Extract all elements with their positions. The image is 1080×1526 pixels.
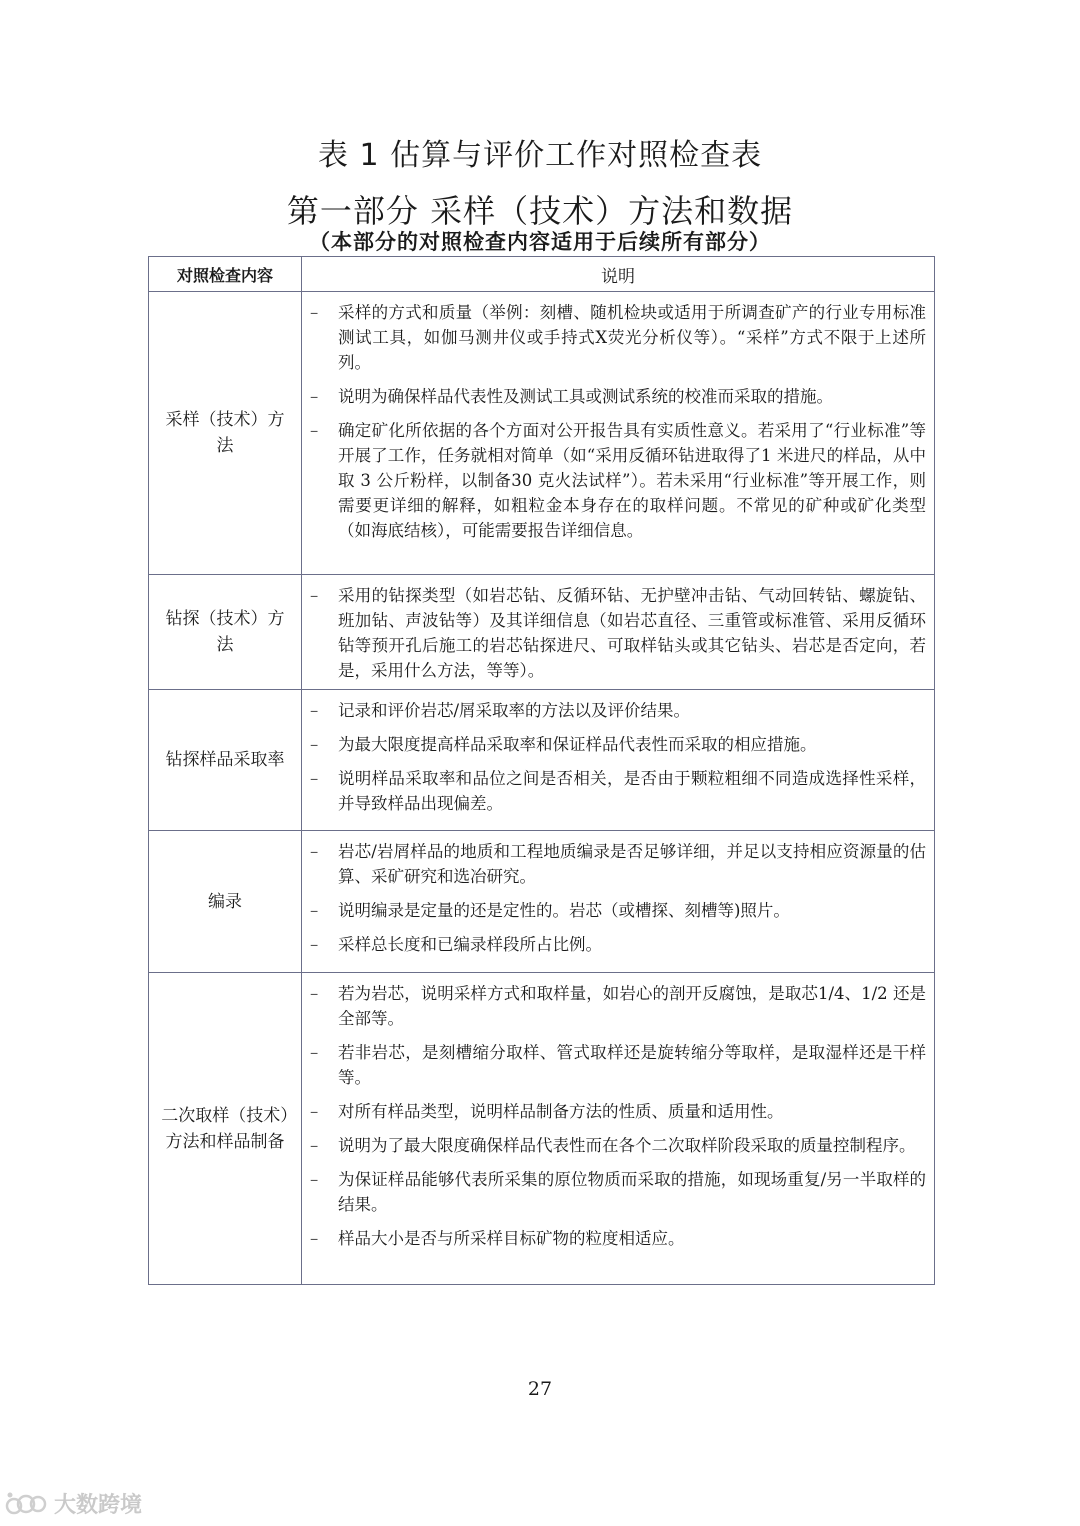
list-item <box>308 1099 926 1124</box>
watermark <box>4 1488 142 1519</box>
list-item <box>308 839 926 889</box>
table-header-row <box>149 257 935 292</box>
list-item <box>308 418 926 543</box>
dash-bullet-icon: – <box>310 842 319 861</box>
dash-bullet-icon: – <box>310 1170 319 1189</box>
item-text: 若为岩芯，说明采样方式和取样量，如岩心的剖开反腐蚀，是取芯1/4、1/2 还是全部等。 <box>338 984 926 1028</box>
table-row <box>149 690 935 831</box>
list-item <box>308 698 926 723</box>
item-text: 对所有样品类型，说明样品制备方法的性质、质量和适用性。 <box>338 1102 784 1121</box>
row-description <box>302 292 935 575</box>
list-item <box>308 583 926 683</box>
dash-bullet-icon: – <box>310 769 319 788</box>
table-title: 表 1 估算与评价工作对照检查表 <box>317 138 763 173</box>
header-description: 说明 <box>302 257 935 292</box>
list-item <box>308 1167 926 1217</box>
dash-bullet-icon: – <box>310 586 319 605</box>
item-text: 为保证样品能够代表所采集的原位物质而采取的措施，如现场重复/另一半取样的结果。 <box>338 1170 926 1214</box>
list-item <box>308 1226 926 1251</box>
dash-bullet-icon: – <box>310 701 319 720</box>
list-item <box>308 384 926 409</box>
item-text: 样品大小是否与所采样目标矿物的粒度相适应。 <box>338 1229 685 1248</box>
dash-bullet-icon: – <box>310 387 319 406</box>
weibo-logo-icon <box>4 1490 48 1518</box>
list-item <box>308 1133 926 1158</box>
part-note: （本部分的对照检查内容适用于后续所有部分） <box>309 230 771 254</box>
row-label: 编录 <box>149 831 302 973</box>
table-row <box>149 973 935 1285</box>
item-text: 采样总长度和已编录样段所占比例。 <box>338 935 602 954</box>
item-text: 记录和评价岩芯/屑采取率的方法以及评价结果。 <box>338 701 691 720</box>
watermark-text: 大数跨境 <box>54 1493 143 1518</box>
dash-bullet-icon: – <box>310 421 319 440</box>
item-text: 采用的钻探类型（如岩芯钻、反循环钻、无护壁冲击钻、气动回转钻、螺旋钻、班加钻、声波钻等）及其详细信息（如岩芯直径、三重管或标准管、采用反循环钻等预开孔后施工的岩芯钻探进尺、可取样钻头或其它钻头、岩芯是否定向，若是，采用什么方法，等等）。 <box>338 586 926 680</box>
row-label: 钻探样品采取率 <box>149 690 302 831</box>
dash-bullet-icon: – <box>310 303 319 322</box>
part-title: 第一部分 采样（技术）方法和数据 <box>286 192 794 230</box>
list-item <box>308 898 926 923</box>
item-text: 若非岩芯，是刻槽缩分取样、管式取样还是旋转缩分等取样，是取湿样还是干样等。 <box>338 1043 926 1087</box>
row-description <box>302 690 935 831</box>
dash-bullet-icon: – <box>310 935 319 954</box>
item-text: 采样的方式和质量（举例：刻槽、随机检块或适用于所调查矿产的行业专用标准测试工具，如伽马测井仪或手持式X荧光分析仪等）。“采样”方式不限于上述所列。 <box>338 303 926 372</box>
page-number: 27 <box>527 1378 553 1400</box>
item-text: 岩芯/岩屑样品的地质和工程地质编录是否足够详细，并足以支持相应资源量的估算、采矿研究和选冶研究。 <box>338 842 926 886</box>
item-text: 为最大限度提高样品采取率和保证样品代表性而采取的相应措施。 <box>338 735 817 754</box>
header-check-content: 对照检查内容 <box>149 257 302 292</box>
item-text: 说明样品采取率和品位之间是否相关，是否由于颗粒粗细不同造成选择性采样，并导致样品出现偏差。 <box>338 769 926 813</box>
list-item <box>308 300 926 375</box>
row-label: 钻探（技术）方法 <box>149 575 302 690</box>
table-row <box>149 831 935 973</box>
list-item <box>308 732 926 757</box>
list-item <box>308 766 926 816</box>
item-text: 确定矿化所依据的各个方面对公开报告具有实质性意义。若采用了“行业标准”等开展了工作，任务就相对简单（如“采用反循环钻进取得了1 米进尺的样品，从中取 3 公斤粉样，以制备30 克火法试样”）。若未采用“行业标准”等开展工作，则需要更详细的解释，如粗粒金本身存在的取样问题。不常见的矿种或矿化类型（如海底结核），可能需要报告详细信息。 <box>338 421 926 540</box>
row-description <box>302 831 935 973</box>
dash-bullet-icon: – <box>310 984 319 1003</box>
list-item <box>308 1040 926 1090</box>
item-text: 说明编录是定量的还是定性的。岩芯（或槽探、刻槽等)照片。 <box>338 901 790 920</box>
list-item <box>308 932 926 957</box>
table-row <box>149 575 935 690</box>
dash-bullet-icon: – <box>310 1102 319 1121</box>
list-item <box>308 981 926 1031</box>
dash-bullet-icon: – <box>310 1043 319 1062</box>
item-text: 说明为确保样品代表性及测试工具或测试系统的校准而采取的措施。 <box>338 387 833 406</box>
row-description <box>302 575 935 690</box>
dash-bullet-icon: – <box>310 901 319 920</box>
item-text: 说明为了最大限度确保样品代表性而在各个二次取样阶段采取的质量控制程序。 <box>338 1136 916 1155</box>
table-row <box>149 292 935 575</box>
row-label: 采样（技术）方法 <box>149 292 302 575</box>
dash-bullet-icon: – <box>310 1136 319 1155</box>
dash-bullet-icon: – <box>310 735 319 754</box>
checklist-table <box>148 256 935 1285</box>
dash-bullet-icon: – <box>310 1229 319 1248</box>
row-description <box>302 973 935 1285</box>
row-label: 二次取样（技术）方法和样品制备 <box>149 973 302 1285</box>
